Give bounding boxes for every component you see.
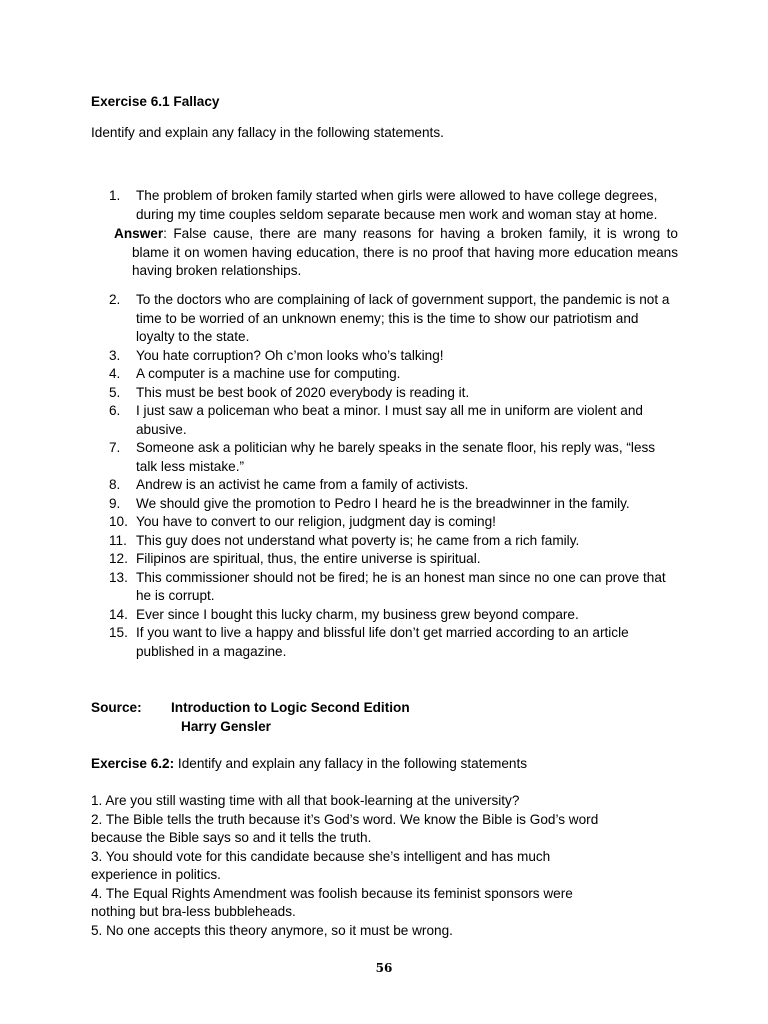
list-item: 13. This commissioner should not be fired; he is an honest man since no one can prove that he is corrupt.	[109, 569, 666, 603]
list-item: 5. No one accepts this theory anymore, so it must be wrong.	[91, 922, 453, 938]
exercise-6-2-heading	[91, 755, 527, 774]
answer-label: Answer	[114, 226, 164, 241]
exercise-6-1-list	[109, 187, 679, 224]
list-item: 7. Someone ask a politician why he barely speaks in the senate floor, his reply was, “less talk less mistake.”	[109, 440, 656, 474]
exercise-6-2-instruction: Identify and explain any fallacy in the following statements	[174, 756, 528, 771]
list-item: 4. A computer is a machine use for computing.	[109, 366, 401, 381]
list-item: 15. If you want to live a happy and blissful life don’t get married according to an article published in a magazine.	[109, 625, 629, 659]
list-item: 3. You should vote for this candidate because she’s intelligent and has much experience in politics.	[91, 848, 551, 882]
list-item: 1. Are you still wasting time with all that book-learning at the university?	[91, 793, 520, 808]
list-item: 12. Filipinos are spiritual, thus, the entire universe is spiritual.	[109, 551, 481, 566]
list-item: 9. We should give the promotion to Pedro I heard he is the breadwinner in the family.	[109, 495, 630, 511]
source-title: Introduction to Logic Second Edition	[171, 700, 410, 715]
list-item: 10. You have to convert to our religion, judgment day is coming!	[109, 514, 496, 529]
list-item: 14. Ever since I bought this lucky charm, my business grew beyond compare.	[109, 606, 579, 622]
exercise-6-2-label: Exercise 6.2:	[91, 756, 175, 771]
exercise-6-1-instruction: Identify and explain any fallacy in the following statements.	[91, 125, 444, 140]
list-item: 4. The Equal Rights Amendment was foolish because its feminist sponsors were nothing but bra-less bubbleheads.	[91, 885, 573, 919]
source-label: Source:	[91, 700, 142, 715]
answer-text: : False cause, there are many reasons for having a broken family, it is wrong to blame it on women having education, there is no proof that having more education means having broken relationships.	[132, 226, 678, 278]
exercise-6-1-title: Exercise 6.1 Fallacy	[91, 94, 220, 109]
list-item: 2. The Bible tells the truth because it’s God’s word. We know the Bible is God’s word because the Bible says so and it tells the truth.	[91, 811, 599, 845]
answer-block	[114, 225, 678, 281]
list-item: 5. This must be best book of 2020 everybody is reading it.	[109, 384, 470, 400]
exercise-6-1-list-continued	[109, 291, 679, 661]
exercise-6-2-list	[91, 792, 611, 940]
list-item: 8. Andrew is an activist he came from a family of activists.	[109, 477, 469, 492]
list-item: 2. To the doctors who are complaining of lack of government support, the pandemic is not a time to be worried of an unknown enemy; this is the time to show our patriotism and loyalty to the state.	[109, 292, 670, 344]
list-item: 3. You hate corruption? Oh c’mon looks who’s talking!	[109, 347, 444, 363]
list-item: 6. I just saw a policeman who beat a minor. I must say all me in uniform are violent and abusive.	[109, 403, 643, 437]
list-item: 1. The problem of broken family started when girls were allowed to have college degrees, during my time couples seldom separate because men work and woman stay at home.	[109, 188, 658, 222]
page-number: 56	[375, 961, 393, 975]
source-author: Harry Gensler	[181, 719, 271, 734]
list-item: 11. This guy does not understand what poverty is; he came from a rich family.	[109, 532, 580, 548]
